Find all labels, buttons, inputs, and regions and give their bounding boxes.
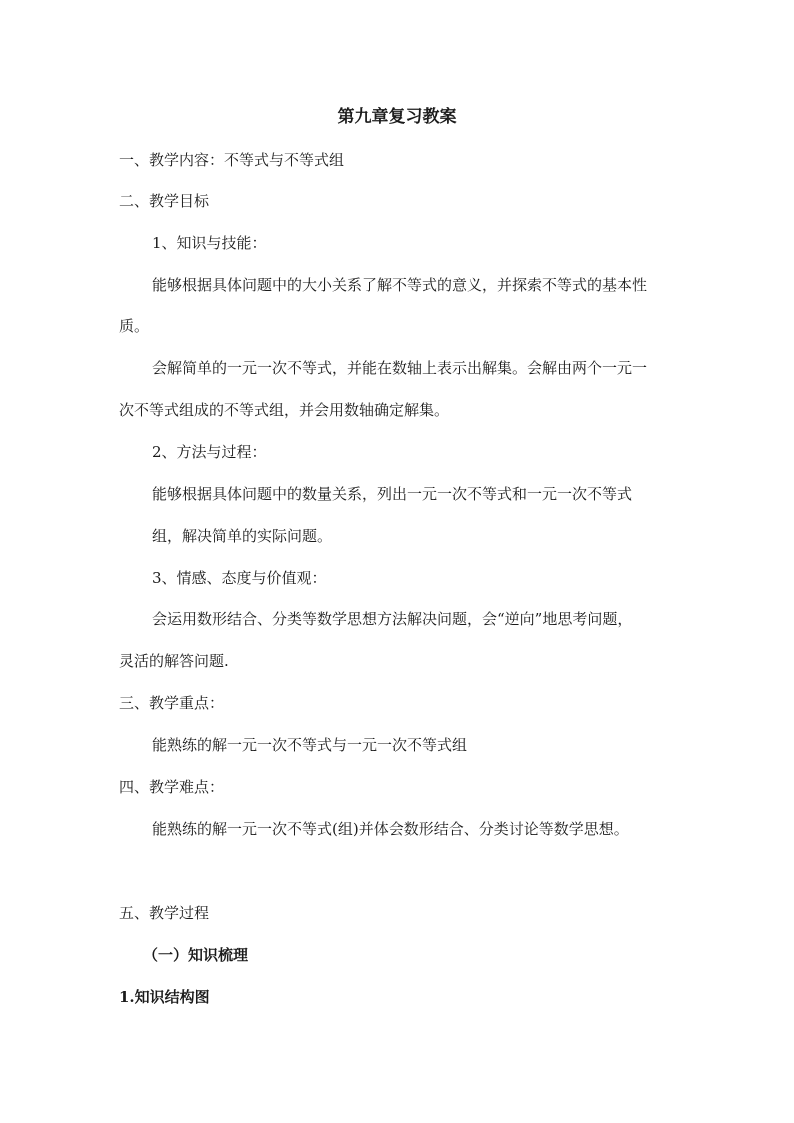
document-title: 第九章复习教案: [337, 107, 457, 127]
paragraph-line: 会解简单的一元一次不等式，并能在数轴上表示出解集。会解由两个一元一: [152, 359, 648, 377]
paragraph-line: 能熟练的解一元一次不等式(组)并体会数形结合、分类讨论等数学思想。: [152, 820, 629, 838]
paragraph-line: 组，解决简单的实际问题。: [152, 527, 333, 545]
section-key-points-heading: 三、教学重点：: [119, 694, 225, 712]
paragraph-line: 能够根据具体问题中的数量关系，列出一元一次不等式和一元一次不等式: [152, 485, 633, 503]
subsection-attitude-heading: 3、情感、态度与价值观：: [152, 569, 327, 587]
subsection-knowledge-heading: 1、知识与技能：: [152, 234, 267, 252]
paragraph-line: 灵活的解答问题.: [119, 652, 229, 670]
section-goals-heading: 二、教学目标: [119, 192, 210, 210]
paragraph-line: 质。: [119, 317, 150, 335]
paragraph-line: 能够根据具体问题中的大小关系了解不等式的意义，并探索不等式的基本性: [152, 276, 648, 294]
section-content-heading: 一、教学内容：不等式与不等式组: [119, 151, 345, 169]
paragraph-line: 次不等式组成的不等式组，并会用数轴确定解集。: [119, 401, 450, 419]
section-process-heading: 五、教学过程: [119, 904, 210, 922]
subsection-method-heading: 2、方法与过程：: [152, 443, 267, 461]
paragraph-line: 能熟练的解一元一次不等式与一元一次不等式组: [152, 736, 468, 754]
section-difficulties-heading: 四、教学难点：: [119, 778, 225, 796]
knowledge-structure-heading: 1.知识结构图: [119, 988, 210, 1006]
paragraph-line: 会运用数形结合、分类等数学思想方法解决问题，会“逆向”地思考问题，: [152, 610, 633, 628]
subsection-knowledge-review-heading: （一）知识梳理: [143, 946, 249, 964]
